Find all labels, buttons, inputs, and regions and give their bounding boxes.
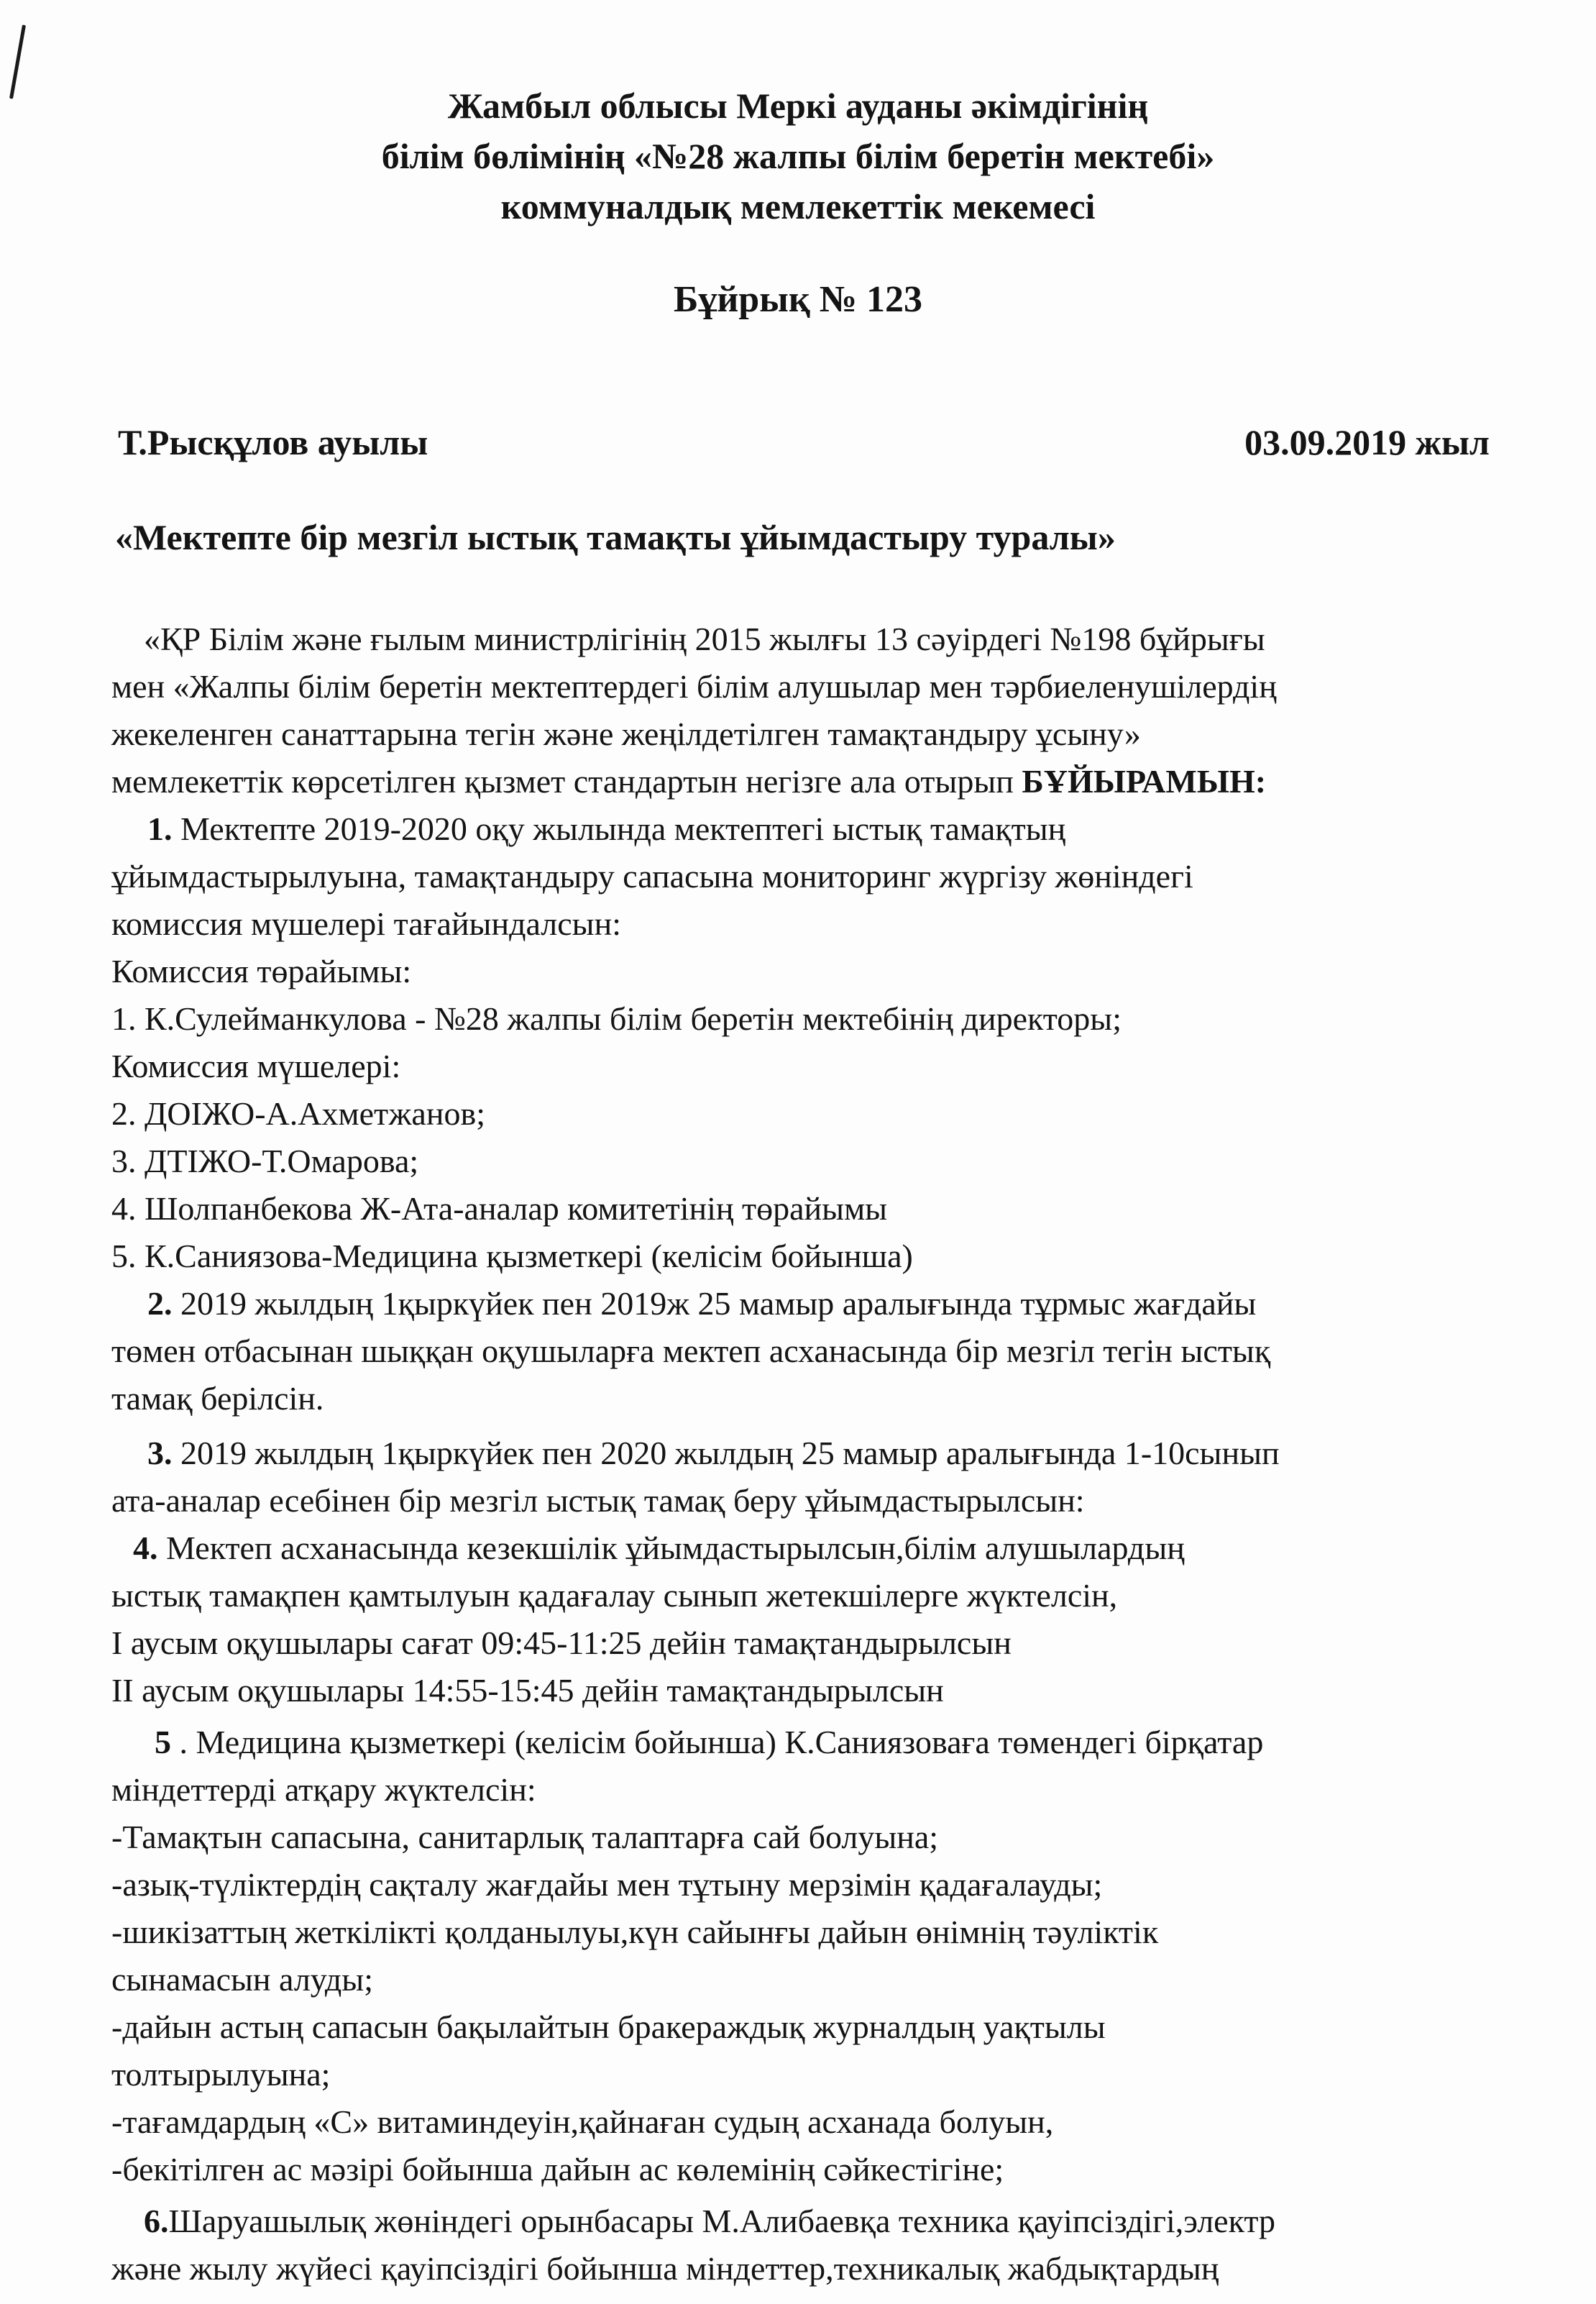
item-2-number: 2.	[147, 1285, 173, 1322]
commission-members-label: Комиссия мүшелері:	[111, 1048, 401, 1084]
item-5-text: . Медицина қызметкері (келісім бойынша) К.Саниязоваға төмендегі бірқатар	[171, 1724, 1264, 1760]
preamble-line-1: «ҚР Білім және ғылым министрлігінің 2015 жылғы 13 сәуірдегі №198 бұйрығы	[144, 621, 1265, 657]
commission-chair: 1. К.Сулейманкулова - №28 жалпы білім беретін мектебінің директоры;	[111, 1000, 1122, 1037]
item-3-text: 2019 жылдың 1қыркүйек пен 2020 жылдың 25 мамыр аралығында 1-10сынып	[172, 1435, 1280, 1471]
item-4-line-4: ІІ аусым оқушылары 14:55-15:45 дейін тамақтандырылсын	[111, 1672, 944, 1709]
item-5-line-1	[155, 1719, 1263, 1766]
item-3-line-1	[147, 1430, 1280, 1477]
item-5-number: 5	[155, 1724, 171, 1760]
item-1-text: Мектепте 2019-2020 оқу жылында мектептегі ыстық тамақтың	[172, 810, 1066, 847]
commission-member-3: 3. ДТІЖО-Т.Омарова;	[111, 1143, 419, 1179]
header-line-1: Жамбыл облысы Меркі ауданы әкімдігінің	[447, 86, 1149, 126]
item-4-line-3: І аусым оқушылары сағат 09:45-11:25 дейін тамақтандырылсын	[111, 1624, 1012, 1661]
order-title: Бұйрық № 123	[673, 279, 923, 320]
duty-2: -азық-түліктердің сақталу жағдайы мен тұтыну мерзімін қадағалауды;	[111, 1866, 1103, 1903]
duty-4-line-1: -дайын астың сапасын бақылайтын бракераждық журналдың уақтылы	[111, 2008, 1106, 2045]
item-3-line-2: ата-аналар есебінен бір мезгіл ыстық тамақ беру ұйымдастырылсын:	[111, 1482, 1085, 1519]
item-2-text: 2019 жылдың 1қыркүйек пен 2019ж 25 мамыр аралығында тұрмыс жағдайы	[172, 1285, 1257, 1322]
item-4-line-2: ыстық тамақпен қамтылуын қадағалау сынып жетекшілерге жүктелсін,	[111, 1577, 1118, 1614]
item-1-number: 1.	[147, 810, 173, 847]
header-line-2: білім бөлімінің «№28 жалпы білім беретін мектебі»	[381, 136, 1215, 176]
place-name: Т.Рысқұлов ауылы	[118, 422, 428, 462]
header-line-3: коммуналдық мемлекеттік мекемесі	[500, 186, 1096, 227]
duty-3-line-1: -шикізаттың жеткілікті қолданылуы,күн сайынғы дайын өнімнің тәуліктік	[111, 1914, 1159, 1950]
duty-3-line-2: сынамасын алуды;	[111, 1961, 373, 1998]
item-5-line-2: міндеттерді атқару жүктелсін:	[111, 1771, 536, 1808]
duty-6: -бекітілген ас мәзірі бойынша дайын ас көлемінің сәйкестігіне;	[111, 2151, 1004, 2188]
order-keyword: БҰЙЫРАМЫН:	[1022, 763, 1267, 800]
preamble-text: мемлекеттік көрсетілген қызмет стандартын негізге ала отырып	[111, 763, 1022, 800]
item-1-line-3: комиссия мүшелері тағайындалсын:	[111, 905, 621, 942]
commission-member-2: 2. ДОІЖО-А.Ахметжанов;	[111, 1095, 485, 1132]
preamble-line-2: мен «Жалпы білім беретін мектептердегі білім алушылар мен тәрбиеленушілердің	[111, 668, 1277, 705]
commission-member-5: 5. К.Саниязова-Медицина қызметкері (келісім бойынша)	[111, 1238, 913, 1274]
preamble-line-4	[111, 758, 1266, 805]
item-2-line-2: төмен отбасынан шыққан оқушыларға мектеп асханасында бір мезгіл тегін ыстық	[111, 1332, 1271, 1369]
item-6-line-1	[144, 2198, 1275, 2245]
item-3-number: 3.	[147, 1435, 173, 1471]
duty-4-line-2: толтырылуына;	[111, 2056, 331, 2093]
item-1-line-1	[147, 805, 1065, 853]
preamble-line-3: жекеленген санаттарына тегін және жеңілдетілген тамақтандыру ұсыну»	[111, 716, 1141, 752]
item-6-line-2: және жылу жүйесі қауіпсіздігі бойынша міндеттер,техникалық жабдықтардың	[111, 2250, 1219, 2287]
item-4-line-1	[133, 1524, 1185, 1572]
order-subject: «Мектепте бір мезгіл ыстық тамақты ұйымдастыру туралы»	[115, 517, 1116, 557]
commission-member-4: 4. Шолпанбекова Ж-Ата-аналар комитетінің төрайымы	[111, 1190, 888, 1227]
item-6-number: 6.	[144, 2203, 169, 2239]
item-2-line-3: тамақ берілсін.	[111, 1380, 324, 1417]
order-date: 03.09.2019 жыл	[1244, 422, 1490, 462]
item-1-line-2: ұйымдастырылуына, тамақтандыру сапасына мониторинг жүргізу жөніндегі	[111, 858, 1193, 895]
commission-chair-label: Комиссия төрайымы:	[111, 953, 412, 989]
item-2-line-1	[147, 1280, 1256, 1327]
duty-1: -Тамақтын сапасына, санитарлық талаптарға сай болуына;	[111, 1819, 939, 1855]
item-4-number: 4.	[133, 1530, 158, 1566]
item-6-text: Шаруашылық жөніндегі орынбасары М.Алибаевқа техника қауіпсіздігі,электр	[168, 2203, 1275, 2239]
duty-5: -тағамдардың «С» витаминдеуін,қайнаған судың асханада болуын,	[111, 2103, 1054, 2140]
item-4-text: Мектеп асханасында кезекшілік ұйымдастырылсын,білім алушылардың	[157, 1530, 1185, 1566]
